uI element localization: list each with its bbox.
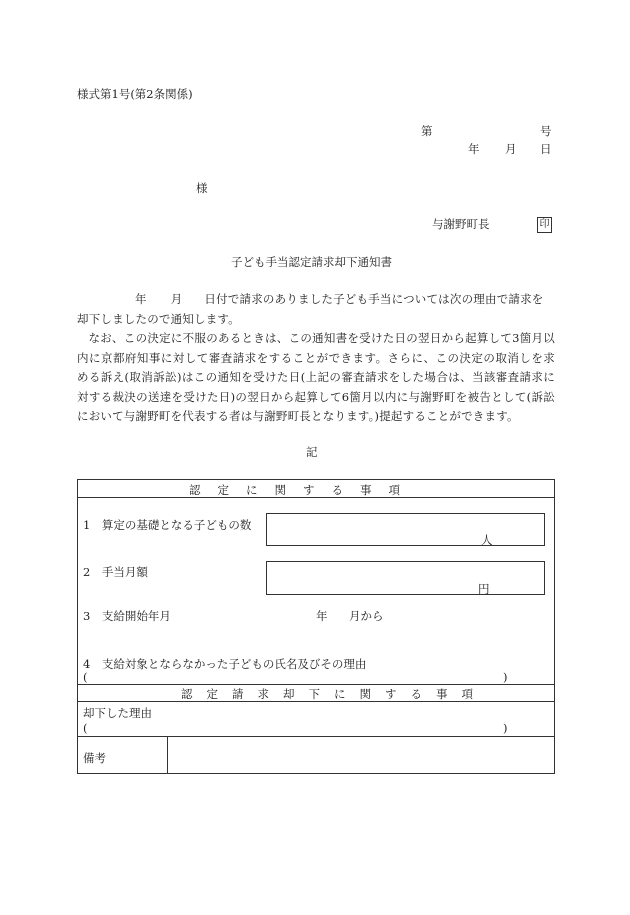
body-month: 月 — [170, 292, 183, 306]
divider — [78, 736, 554, 737]
item3-year: 年 — [316, 609, 328, 623]
remarks-divider — [167, 736, 168, 773]
document-title: 子ども手当認定請求却下通知書 — [231, 255, 392, 269]
addressee-suffix: 様 — [196, 181, 208, 195]
item2-unit: 円 — [478, 582, 490, 596]
item3-month-from: 月から — [349, 609, 384, 623]
children-count-field[interactable] — [266, 513, 545, 546]
item2-label: 2 手当月額 — [83, 565, 148, 579]
seal-mark — [537, 216, 552, 233]
item4-paren-open: ( — [83, 670, 88, 684]
item1-label: 1 算定の基礎となる子どもの数 — [83, 518, 252, 532]
divider — [78, 701, 554, 702]
ki-label: 記 — [306, 445, 318, 459]
details-table — [77, 479, 555, 774]
body-year: 年 — [135, 292, 147, 306]
date-month: 月 — [505, 142, 517, 156]
section1-header: 認定に関する事項 — [189, 483, 417, 497]
date-year: 年 — [468, 142, 480, 156]
number-prefix: 第 — [421, 124, 433, 138]
item3-label: 3 支給開始年月 — [83, 609, 171, 623]
remarks-label: 備考 — [83, 751, 106, 765]
body-line1-rest: 日付で請求のありました子ども手当については次の理由で請求を — [204, 292, 544, 306]
body-line-1 — [77, 290, 555, 310]
body-line-2: 却下しましたので通知します。 — [77, 311, 240, 326]
reason-label: 却下した理由 — [83, 706, 152, 720]
section2-header: 認定請求却下に関する事項 — [181, 687, 487, 701]
body-paragraph-2: なお、この決定に不服のあるときは、この通知書を受けた日の翌日から起算して3箇月以内に京都府知事に対して審査請求をすることができます。さらに、この決定の取消しを求める訴え(取消訴訟)はこの通知を受けた日(上記の審査請求をした場合は、当該審査請求に対する裁決の送達を受けた日)の翌日から起算して6箇月以内に与謝野町を被告として(訴訟において与謝野町を代表する者は与謝野町長となります。)提起することができます。 — [77, 331, 555, 423]
divider — [78, 497, 554, 498]
issuer-name: 与謝野町長 — [432, 217, 490, 231]
divider — [78, 684, 554, 685]
item4-paren-close: ) — [503, 670, 508, 684]
number-suffix: 号 — [540, 124, 552, 138]
reason-paren-close: ) — [503, 721, 508, 735]
monthly-amount-field[interactable] — [266, 561, 545, 595]
item4-label: 4 支給対象とならなかった子どもの氏名及びその理由 — [83, 657, 367, 671]
seal-box: 印 — [537, 217, 552, 233]
date-day: 日 — [540, 142, 552, 156]
form-id: 様式第1号(第2条関係) — [77, 87, 193, 101]
item1-unit: 人 — [481, 533, 493, 547]
body-text — [77, 290, 555, 427]
reason-paren-open: ( — [83, 721, 88, 735]
